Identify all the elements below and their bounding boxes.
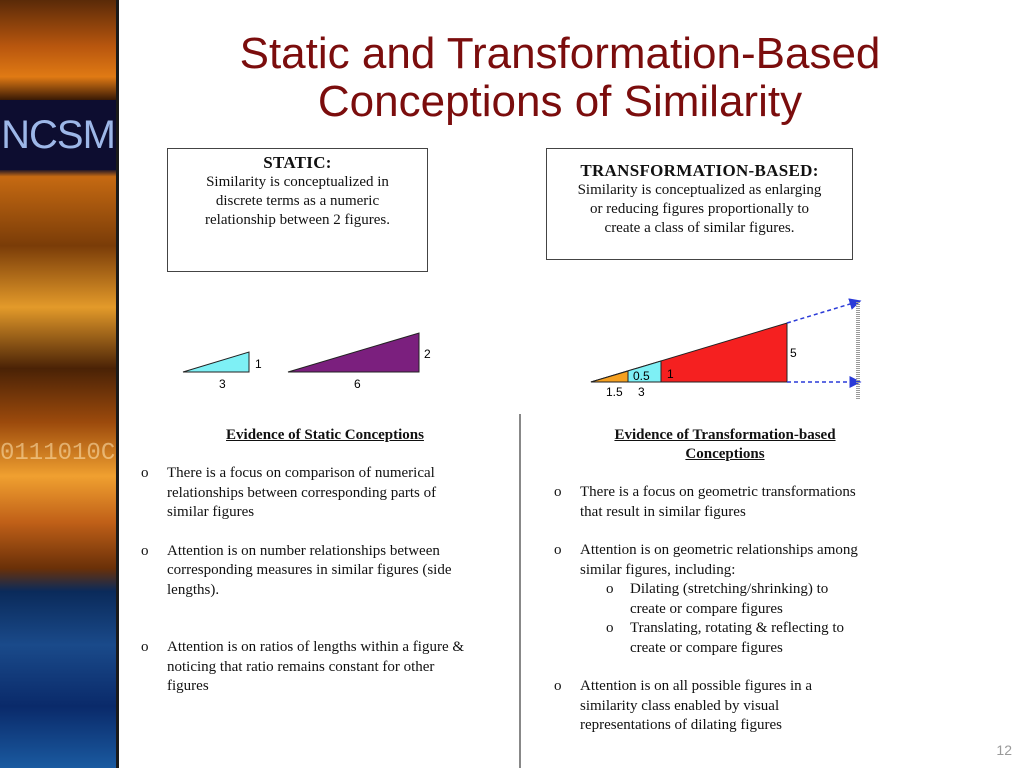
strip-binary-text: 0111010C [0,440,116,467]
item-line: relationships between corresponding parts of [167,484,437,501]
item-line: Attention is on number relationships between [167,542,440,559]
title-line-2: Conceptions of Similarity [317,77,803,126]
item-line: Attention is on geometric relationships among [580,542,858,558]
item-line: create or compare figures [630,639,783,656]
bullet-marker: o [554,542,562,558]
small-right-triangle [183,352,249,372]
transformation-heading: TRANSFORMATION-BASED: [580,161,819,180]
transformation-evidence-heading [575,426,875,464]
title-line-1: Static and Transformation-Based [239,29,881,78]
sub-list-item [580,580,914,619]
item-line: create or compare figures [630,600,783,617]
sub-list [580,580,914,658]
list-item [554,483,914,522]
transformation-evidence-list [554,483,914,736]
label-3: 3 [638,385,645,399]
item-line: There is a focus on comparison of numerical [167,465,435,481]
large-triangle-height-label: 2 [424,347,431,361]
item-line: corresponding measures in similar figures (side [167,562,452,578]
dilation-arrow-top [787,301,860,323]
list-item [554,541,914,658]
item-line: representations of dilating figures [580,717,783,733]
large-triangle-base-label: 6 [354,377,361,391]
item-line: similar figures, including: [580,561,736,578]
item-line: Attention is on ratios of lengths within a figure & [167,639,465,655]
label-0-5: 0.5 [633,369,650,383]
page-number: 12 [996,742,1012,758]
list-item [141,542,511,601]
sub-list-item [580,619,914,658]
label-1-5: 1.5 [606,385,623,399]
list-item [141,638,511,697]
item-line: that result in similar figures [580,503,746,520]
static-heading: STATIC: [263,153,332,172]
static-evidence-heading: Evidence of Static Conceptions [226,427,424,443]
logo-text: NCSM [1,112,115,157]
bullet-marker: o [554,678,562,694]
item-line: figures [167,678,209,694]
static-line: Similarity is conceptualized in [206,174,389,190]
list-item [141,464,511,523]
transformation-line: Similarity is conceptualized as enlarging [577,182,822,198]
small-triangle-base-label: 3 [219,377,226,391]
transformation-line: create a class of similar figures. [604,220,795,236]
static-line: discrete terms as a numeric [215,193,380,209]
label-5: 5 [790,346,797,360]
item-line: There is a focus on geometric transformations [580,484,856,500]
item-line: lengths). [167,581,220,598]
static-line: relationship between 2 figures. [205,212,390,228]
large-right-triangle [288,333,419,372]
item-line: Attention is on all possible figures in a [580,678,813,694]
item-line: noticing that ratio remains constant for other [167,658,435,675]
column-divider [519,414,521,768]
bullet-marker: o [141,465,149,481]
heading-line: Evidence of Transformation-based [614,427,836,443]
dilated-small-triangle [591,371,628,382]
small-triangle-height-label: 1 [255,357,262,371]
sub-bullet-marker: o [606,620,614,636]
bullet-marker: o [141,639,149,655]
sub-bullet-marker: o [606,581,614,597]
static-evidence-list [141,464,511,697]
item-line: similar figures [167,504,255,520]
item-line: similarity class enabled by visual [580,697,780,714]
item-line: Dilating (stretching/shrinking) to [630,581,829,597]
bullet-marker: o [141,542,149,559]
heading-line: Conceptions [685,446,765,462]
list-item [554,677,914,736]
item-line: Translating, rotating & reflecting to [630,620,844,636]
label-1: 1 [667,367,674,381]
transformation-line: or reducing figures proportionally to [589,201,810,217]
bullet-marker: o [554,484,562,500]
